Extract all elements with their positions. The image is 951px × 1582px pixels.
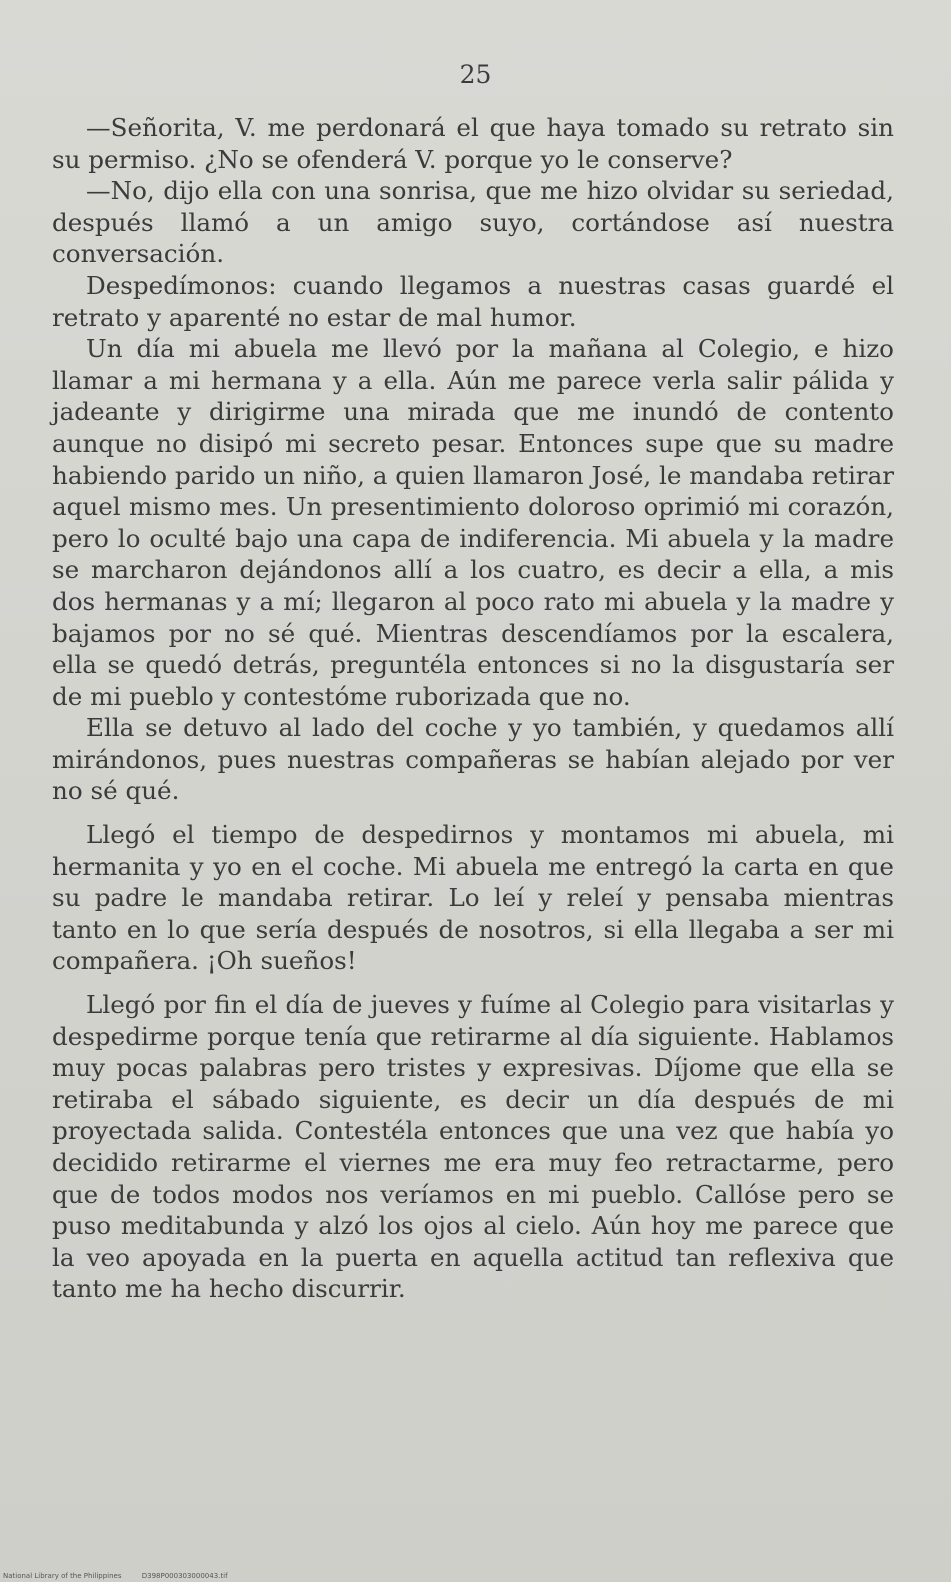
- paragraph-7: Llegó por fin el día de jueves y fuíme al Colegio para visitarlas y despedirme porque tenía que retirarme al día siguiente. Hablamos muy pocas palabras pero tristes y expresivas. Díjome que ella se retiraba el sábado siguiente, es decir un día después de mi proyectada salida. Contestéla entonces que una vez que había yo decidido retirarme el viernes me era muy feo retractarme, pero que de todos modos nos veríamos en mi pueblo. Callóse pero se puso meditabunda y alzó los ojos al cielo. Aún hoy me parece que la veo apoyada en la puerta en aquella actitud tan reflexiva que tanto me ha hecho discurrir.: [52, 990, 894, 1304]
- body-text: [52, 112, 894, 1305]
- paragraph-6: Llegó el tiempo de despedirnos y montamos mi abuela, mi hermanita y yo en el coche. Mi abuela me entregó la carta en que su padre le mandaba retirar. Lo leí y releí y pensaba mientras tanto en lo que sería después de nosotros, si ella llegaba a ser mi compañera. ¡Oh sueños!: [52, 820, 894, 976]
- paragraph-3: Despedímonos: cuando llegamos a nuestras casas guardé el retrato y aparenté no estar de mal humor.: [52, 270, 894, 332]
- scan-file-code: D398P000303000043.tif: [141, 1572, 228, 1580]
- scan-footer: [3, 1572, 228, 1580]
- library-credit: National Library of the Philippines: [3, 1572, 122, 1580]
- page-number: 25: [459, 60, 492, 89]
- paragraph-2: —No, dijo ella con una sonrisa, que me hizo olvidar su seriedad, después llamó a un amigo suyo, cortándose así nuestra conversación.: [52, 176, 894, 269]
- paragraph-5: Ella se detuvo al lado del coche y yo también, y quedamos allí mirándonos, pues nuestras compañeras se habían alejado por ver no sé qué.: [52, 713, 894, 806]
- paragraph-1: —Señorita, V. me perdonará el que haya tomado su retrato sin su permiso. ¿No se ofenderá V. porque yo le conserve?: [52, 113, 894, 174]
- paragraph-4: Un día mi abuela me llevó por la mañana al Colegio, e hizo llamar a mi hermana y a ella. Aún me parece verla salir pálida y jadeante y dirigirme una mirada que me inundó de contento aunque no disipó mi secreto pesar. Entonces supe que su madre habiendo parido un niño, a quien llamaron José, le mandaba retirar aquel mismo mes. Un presentimiento doloroso oprimió mi corazón, pero lo oculté bajo una capa de indiferencia. Mi abuela y la madre se marcharon dejándonos allí a los cuatro, es decir a ella, a mis dos hermanas y a mí; llegaron al poco rato mi abuela y la madre y bajamos por no sé qué. Mientras descendíamos por la escalera, ella se quedó detrás, preguntéla entonces si no la disgustaría ser de mi pueblo y contestóme ruborizada que no.: [52, 334, 894, 711]
